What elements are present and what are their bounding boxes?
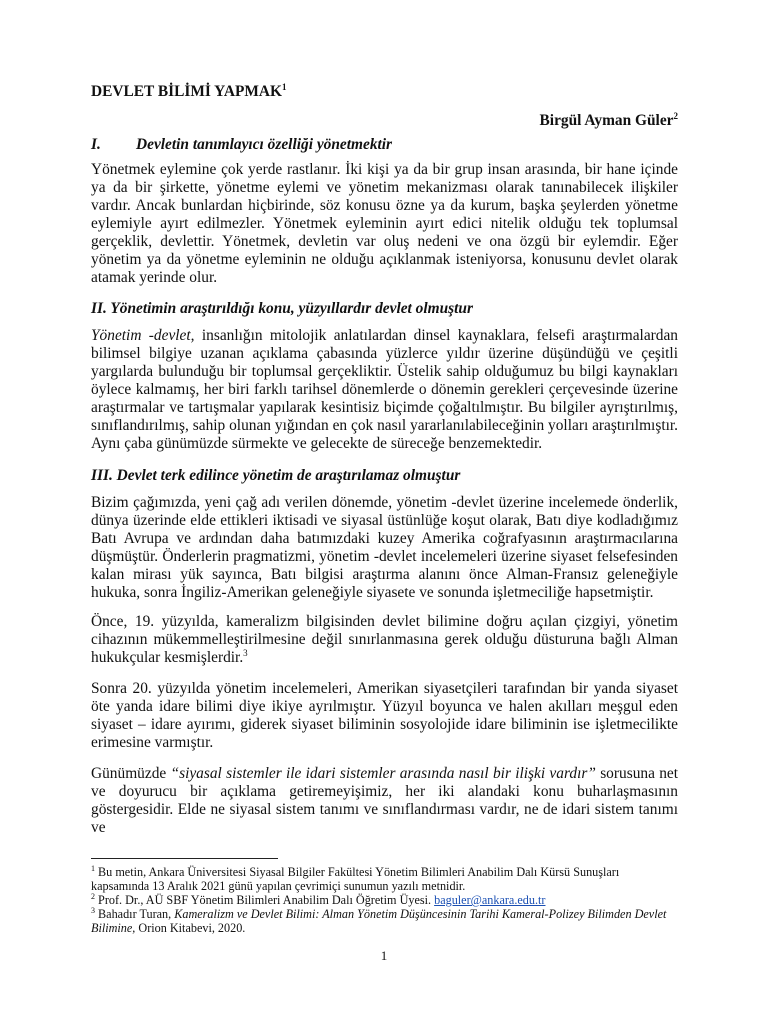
footnote-ref-1[interactable]: 1 bbox=[282, 81, 287, 92]
footnote-2: $^2$ Prof. Dr., AÜ SBF Yönetim Bilimleri Anabilim Dalı Öğretim Üyesi. baguler@ankara.edu.tr bbox=[91, 891, 546, 907]
section-1-paragraph: Yönetmek eylemine çok yerde rastlanır. İki kişi ya da bir grup insan arasında, bir hane içinde ya da bir şirkette, yönetme eylemi ve yönetim mekanizması olarak tanınabilecek ilişkiler vardır. Ancak bunlardan hiçbirinde, söz konusu özne ya da kurum, başka şeylerden yönetme eylemiyle ayırt edilmezler. Yönetmek eyleminin ayırt edici nitelik olduğu tek toplumsal gerçeklik, devlettir. Yönetmek, devletin var oluş nedeni ve ona özgü bir eylemdir. Eğer yönetim ya da yönetme eyleminin ne olduğu açıklanmak isteniyorsa, konusunu devlet olarak atamak yerinde olur. bbox=[91, 161, 678, 286]
footnote-ref-3[interactable]: 3 bbox=[243, 647, 248, 658]
section-3-paragraph-1: Bizim çağımızda, yeni çağ adı verilen dönemde, yönetim -devlet üzerine incelemede önderlik, dünya üzerinde elde ettikleri iktisadi ve siyasal üstünlüğe koşut olarak, Batı diye kodladığımız Batı Avrupa ve ardından daha batımızdaki kuzey Amerika coğrafyasının araştırmacılarına düşmüştür. Önderlerin pragmatizmi, yönetim -devlet incelemeleri üzerine siyaset felsefesinden kalan mirası yük sayınca, Batı bilgisi araştırma alanını önce Alman-Fransız geleneğiyle hukuka, sonra İngiliz-Amerikan geleneğiyle siyasete ve sonunda işletmeciliğe hapsetmiştir. bbox=[91, 494, 678, 601]
section-3-paragraph-3: Sonra 20. yüzyılda yönetim incelemeleri, Amerikan siyasetçileri tarafından bir yanda siyaset öte yanda idare bilimi diye ikiye ayrılmıştır. Yüzyıl boyunca ve halen akılları meşgul eden siyaset – idare ayırımı, giderek siyaset biliminin sosyolojide idare biliminin ise işletmecilikte erimesine varmıştır. bbox=[91, 680, 678, 751]
section-2-paragraph: Yönetim -devlet, insanlığın mitolojik anlatılardan dinsel kaynaklara, felsefi araştırmalardan bilimsel bilgiye uzanan açıklama çabasında yüzlerce yıldır üzerine düşündüğü ve çeşitli yargılarda bulunduğu bir toplumsal gerçekliktir. Üstelik sahip olduğumuz bu bilgi kaynakları öylece kalmamış, her biri farklı tarihsel dönemlerde o dönemin gerekleri çerçevesinde üzerine araştırmalar ve tartışmalar yapılarak kesintisiz biçimde çoğaltılmıştır. Bu bilgiler ayrıştırılmış, sınıflandırılmış, sahip olunan yığından en çok nasıl yararlanılabileceğinin yolları araştırılmıştır. Aynı çaba günümüzde sürmekte ve gelecekte de süreceğe benzemektedir. bbox=[91, 327, 679, 452]
footnote-3: $^3$ Bahadır Turan, Kameralizm ve Devlet Bilimi: Alman Yönetim Düşüncesinin Tarihi Kameral-Polizey Bilimden Devlet Bilimine, Orion Kitabevi, 2020. bbox=[91, 905, 667, 935]
footnotes bbox=[91, 858, 678, 935]
document-title: DEVLET BİLİMİ YAPMAK$^1$ bbox=[91, 81, 287, 100]
section-3-heading: III. Devlet terk edilince yönetim de araştırılamaz olmuştur bbox=[91, 467, 461, 484]
footnote-1: $^1$ Bu metin, Ankara Üniversitesi Siyasal Bilgiler Fakültesi Yönetim Bilimleri Anabilim Dalı Kürsü Sunuşları kapsamında 13 Aralık 2021 günü yapılan çevrimiçi sunumun yazılı metnidir. bbox=[91, 863, 620, 893]
section-3-paragraph-4: Günümüzde “siyasal sistemler ile idari sistemler arasında nasıl bir ilişki vardır” sorusuna net ve doyurucu bir açıklama getiremeyişimiz, her iki alandaki konu buharlaşmasının göstergesidir. Elde ne siyasal sistem tanımı ve sınıflandırması vardır, ne de idari sistem tanımı ve bbox=[91, 765, 679, 836]
author-email-link[interactable]: baguler@ankara.edu.tr bbox=[434, 893, 546, 907]
document-body bbox=[91, 82, 678, 837]
section-3-paragraph-2: Önce, 19. yüzyılda, kameralizm bilgisinden devlet bilimine doğru açılan çizgiyi, yönetim cihazının mükemmelleştirilmesine değil sınırlanmasına gerek olduğu düsturuna bağlı Alman hukukçular kesmişlerdir.$^3$ bbox=[91, 613, 678, 666]
page-number: 1 bbox=[380, 948, 388, 963]
footnote-divider bbox=[91, 858, 278, 859]
section-1-heading: I. Devletin tanımlayıcı özelliği yönetmektir bbox=[91, 136, 393, 153]
author-name: Birgül Ayman Güler$^2$ bbox=[539, 110, 678, 129]
footnote-ref-2[interactable]: 2 bbox=[673, 110, 678, 121]
section-2-heading: II. Yönetimin araştırıldığı konu, yüzyıllardır devlet olmuştur bbox=[91, 300, 473, 317]
